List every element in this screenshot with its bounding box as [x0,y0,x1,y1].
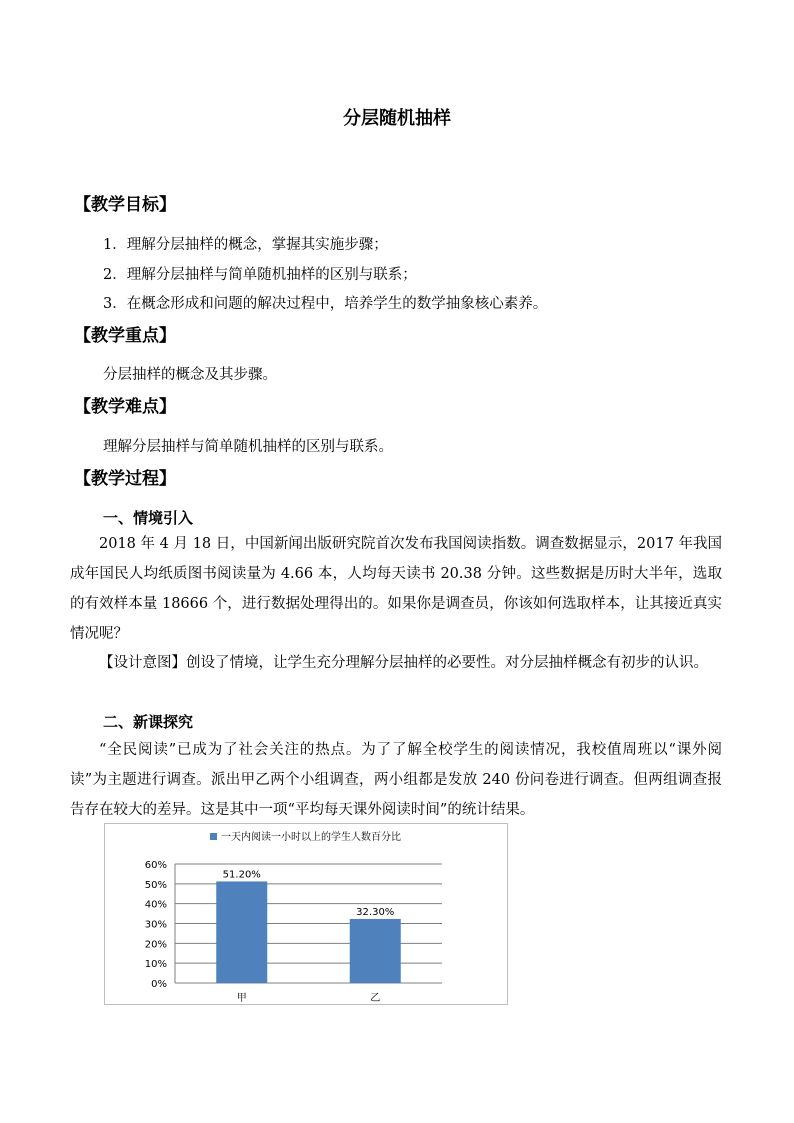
key-points-heading: 【教学重点】 [74,326,176,346]
bar [216,881,267,983]
legend-label: 一天内阅读一小时以上的学生人数百分比 [221,832,401,843]
x-tick-label: 乙 [370,993,381,1004]
objectives-heading: 【教学目标】 [74,195,176,215]
page-title: 分层随机抽样 [343,108,451,129]
process-heading: 【教学过程】 [74,469,176,489]
data-label: 32.30% [356,906,395,918]
key-points-text: 分层抽样的概念及其步骤。 [103,367,277,383]
objective-item-2: 2．理解分层抽样与简单随机抽样的区别与联系； [103,267,417,283]
y-tick-label: 60% [144,860,167,871]
section1-paragraph-1: 2018 年 4 月 18 日，中国新闻出版研究院首次发布我国阅读指数。调查数据显示，2017 年我国成年国民人均纸质图书阅读量为 4.66 本，人均每天读书 20.38 分钟。这些数据是历时大半年，选取的有效样本量 18666 个，进行数据处理得出的。如果你是调查员，你该如何选取样本，让其接近真实情况呢？ [70,536,722,642]
bar-chart [104,823,508,1005]
y-tick-label: 40% [144,899,167,911]
data-label: 51.20% [222,869,261,881]
y-tick-label: 30% [144,919,167,931]
section2-heading: 二、新课探究 [103,713,194,731]
y-tick-label: 20% [144,939,167,951]
section2-paragraph-1: “全民阅读”已成为了社会关注的热点。为了了解全校学生的阅读情况，我校值周班以“课外阅读”为主题进行调查。派出甲乙两个小组调查，两小组都是发放 240 份问卷进行调查。但两组调查报告存在较大的差异。这是其中一项“平均每天课外阅读时间”的统计结果。 [70,742,722,818]
y-tick-label: 0% [151,979,167,990]
objective-item-3: 3．在概念形成和问题的解决过程中，培养学生的数学抽象核心素养。 [103,296,548,312]
section1-paragraph-2: 【设计意图】创设了情境，让学生充分理解分层抽样的必要性。对分层抽样概念有初步的认识。 [99,655,708,671]
section1-heading: 一、情境引入 [103,509,194,527]
difficulties-text: 理解分层抽样与简单随机抽样的区别与联系。 [103,439,393,455]
y-tick-label: 50% [144,879,167,891]
bar-chart-svg [105,824,507,1004]
bar [350,919,401,983]
objective-item-1: 1．理解分层抽样的概念，掌握其实施步骤； [103,237,388,253]
y-tick-label: 10% [144,959,167,971]
legend-swatch [210,833,217,840]
x-tick-label: 甲 [236,993,247,1004]
difficulties-heading: 【教学难点】 [74,397,176,417]
